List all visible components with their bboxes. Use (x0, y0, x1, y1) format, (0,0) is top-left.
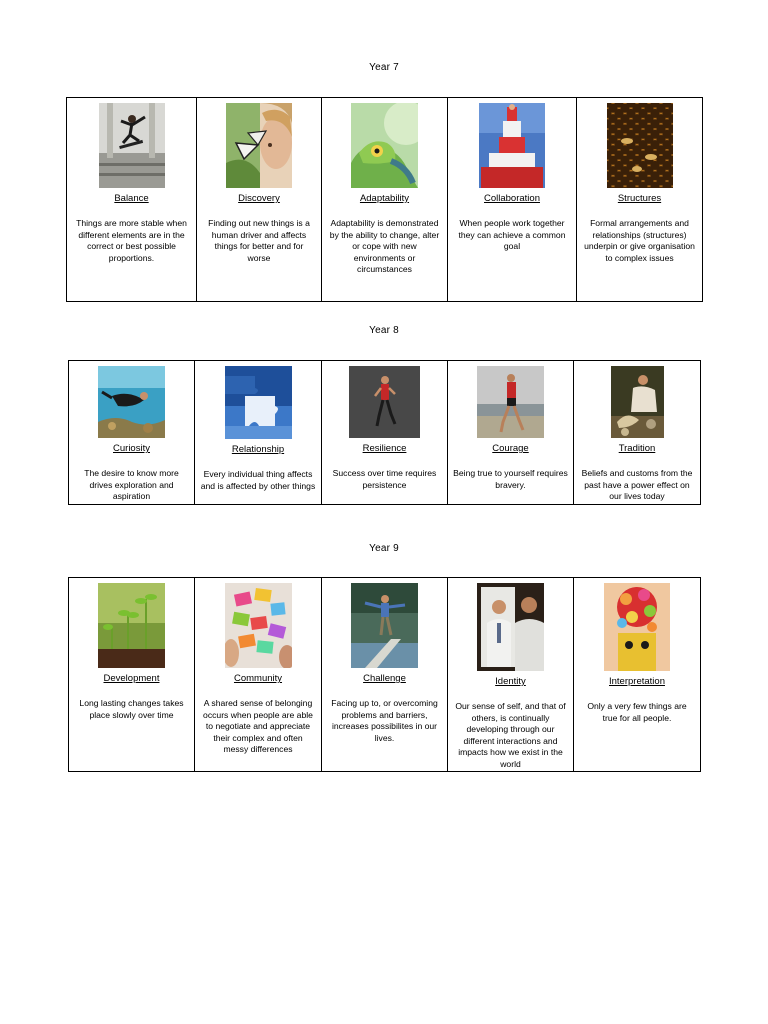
card-description: A shared sense of belonging occurs when people are able to negotiate and appreciate their complex and often messy differences (203, 698, 313, 755)
card-interpretation (574, 578, 700, 771)
pop-art-face-photo-icon (604, 583, 670, 671)
card-title: Collaboration (484, 193, 540, 204)
card-title: Identity (495, 676, 526, 687)
card-description: Being true to yourself requires bravery. (453, 468, 568, 490)
craftsman-photo-icon (611, 366, 664, 438)
year-7-grid (66, 97, 703, 302)
year-8-heading: Year 8 (369, 325, 399, 336)
card-description: Long lasting changes takes place slowly over time (79, 698, 184, 720)
card-title: Resilience (362, 443, 407, 454)
card-description: Every individual thing affects and is affected by other things (200, 469, 316, 491)
human-tower-photo-icon (479, 103, 545, 188)
card-title: Development (103, 673, 160, 684)
year-8-grid (68, 360, 701, 505)
diver-photo-icon (98, 366, 165, 438)
card-description: Beliefs and customs from the past have a power effect on our lives today (581, 468, 693, 502)
card-description: Adaptability is demonstrated by the ability to change, alter or cope with new environments or circumstances (329, 218, 440, 275)
runner-rain-photo-icon (349, 366, 420, 438)
card-title: Interpretation (609, 676, 665, 687)
card-resilience (322, 361, 448, 504)
card-tradition (574, 361, 700, 504)
card-title: Courage (492, 443, 529, 454)
card-title: Structures (617, 193, 662, 204)
card-title: Discovery (238, 193, 280, 204)
year-7-heading: Year 7 (369, 62, 399, 73)
year-9-heading: Year 9 (369, 543, 399, 554)
mirror-photo-icon (477, 583, 544, 671)
log-balance-photo-icon (351, 583, 418, 668)
card-balance (67, 98, 197, 301)
card-title: Community (233, 673, 283, 684)
card-description: Finding out new things is a human driver and affects things for better and for worse (208, 218, 310, 263)
beach-runner-photo-icon (477, 366, 544, 438)
card-discovery (197, 98, 322, 301)
card-collaboration (448, 98, 577, 301)
card-curiosity (69, 361, 195, 504)
card-title: Challenge (363, 673, 406, 684)
card-description: Things are more stable when different elements are in the correct or best possible proportions. (76, 218, 187, 263)
chameleon-photo-icon (351, 103, 418, 188)
card-description: When people work together they can achieve a common goal (458, 218, 566, 252)
puzzle-photo-icon (225, 366, 292, 439)
seedlings-photo-icon (98, 583, 165, 668)
skateboarder-photo-icon (99, 103, 165, 188)
card-description: Success over time requires persistence (332, 468, 437, 490)
notes-hands-photo-icon (225, 583, 292, 668)
card-development (69, 578, 195, 771)
card-description: The desire to know more drives exploration and aspiration (84, 468, 179, 502)
card-relationship (195, 361, 322, 504)
card-description: Formal arrangements and relationships (structures) underpin or give organisation to complex issues (584, 218, 695, 263)
card-description: Facing up to, or overcoming problems and barriers, increases possibilites in our lives. (331, 698, 438, 743)
card-title: Tradition (618, 443, 656, 454)
card-courage (448, 361, 574, 504)
card-title: Curiosity (113, 443, 150, 454)
card-structures (577, 98, 702, 301)
card-title: Balance (114, 193, 149, 204)
year-9-grid (68, 577, 701, 772)
butterfly-photo-icon (226, 103, 292, 188)
card-community (195, 578, 322, 771)
card-adaptability (322, 98, 448, 301)
honeycomb-photo-icon (607, 103, 673, 188)
card-title: Adaptability (359, 193, 410, 204)
card-challenge (322, 578, 448, 771)
card-title: Relationship (231, 444, 285, 455)
card-identity (448, 578, 574, 771)
card-description: Our sense of self, and that of others, is continually developing through our different interactions and impacts how we exist in the world (455, 701, 566, 769)
card-description: Only a very few things are true for all people. (587, 701, 687, 723)
